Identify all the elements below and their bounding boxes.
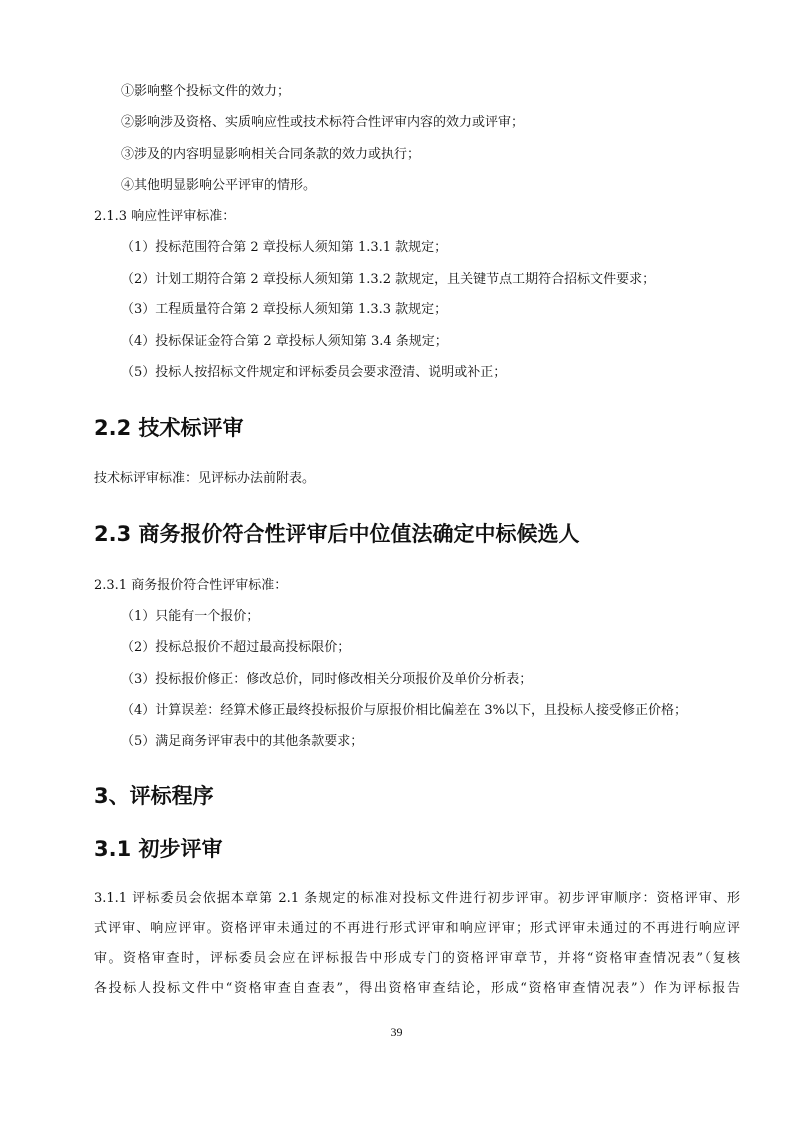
paragraph-3-1-1 xyxy=(94,884,740,1004)
paragraph-line: 3.1.1 评标委员会依据本章第 2.1 条规定的标准对投标文件进行初步评审。初步评审顺序：资格评审、形 xyxy=(94,891,740,906)
list-item: ③涉及的内容明显影响相关合同条款的效力或执行； xyxy=(121,147,421,162)
list-item: （3）工程质量符合第 2 章投标人须知第 1.3.3 款规定； xyxy=(121,302,448,317)
paragraph-line: 审。资格审查时，评标委员会应在评标报告中形成专门的资格评审章节，并将“资格审查情况表”（复核 xyxy=(94,951,740,966)
list-item: （2）计划工期符合第 2 章投标人须知第 1.3.2 款规定，且关键节点工期符合招标文件要求； xyxy=(121,272,656,287)
list-item: ①影响整个投标文件的效力； xyxy=(121,84,291,99)
list-item: （4）计算误差：经算术修正最终投标报价与原报价相比偏差在 3%以下，且投标人接受修正价格； xyxy=(121,703,688,718)
list-item: （3）投标报价修正：修改总价，同时修改相关分项报价及单价分析表； xyxy=(121,672,533,687)
paragraph: 技术标评审标准：见评标办法前附表。 xyxy=(94,471,316,486)
list-item: （2）投标总报价不超过最高投标限价； xyxy=(121,640,351,655)
list-item: （1）投标范围符合第 2 章投标人须知第 1.3.1 款规定； xyxy=(121,240,448,255)
heading-2-2: 2.2 技术标评审 xyxy=(94,416,244,440)
list-item: （5）投标人按招标文件规定和评标委员会要求澄清、说明或补正； xyxy=(121,365,507,380)
heading-3-1: 3.1 初步评审 xyxy=(94,837,223,861)
paragraph-line: 各投标人投标文件中“资格审查自查表”，得出资格审查结论，形成“资格审查情况表”）作为评标报告 xyxy=(94,981,740,996)
page-number: 39 xyxy=(390,1025,403,1039)
paragraph-line: 式评审、响应评审。资格评审未通过的不再进行形式评审和响应评审；形式评审未通过的不再进行响应评 xyxy=(94,921,740,936)
section-title: 2.3.1 商务报价符合性评审标准： xyxy=(94,578,288,593)
list-item: ②影响涉及资格、实质响应性或技术标符合性评审内容的效力或评审； xyxy=(121,115,525,130)
list-item: （5）满足商务评审表中的其他条款要求； xyxy=(121,734,364,749)
list-item: ④其他明显影响公平评审的情形。 xyxy=(121,178,317,193)
list-item: （4）投标保证金符合第 2 章投标人须知第 3.4 条规定； xyxy=(121,334,448,349)
heading-2-3: 2.3 商务报价符合性评审后中位值法确定中标候选人 xyxy=(94,522,580,546)
section-title: 2.1.3 响应性评审标准： xyxy=(94,209,236,224)
heading-3: 3、评标程序 xyxy=(94,784,214,808)
list-item: （1）只能有一个报价； xyxy=(121,609,260,624)
